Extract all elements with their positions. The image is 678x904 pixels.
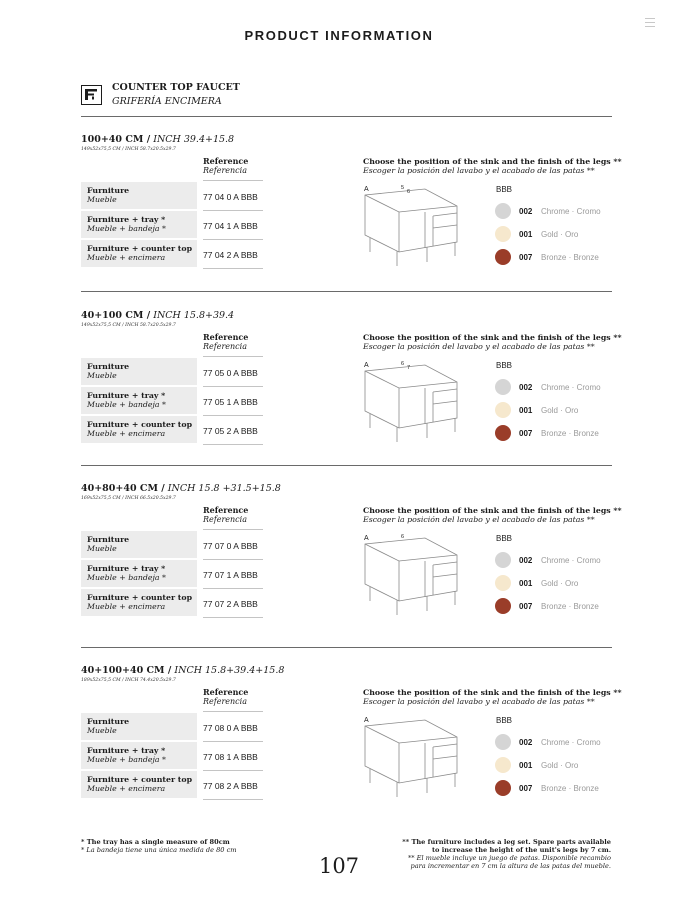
row-label-es: Mueble	[87, 194, 117, 204]
finish-swatch[interactable]	[495, 379, 511, 395]
row-label-es: Mueble + bandeja *	[87, 754, 166, 764]
finish-option[interactable]	[495, 734, 615, 750]
finish-name: Bronze · Bronze	[541, 253, 599, 262]
finish-code-label: BBB	[496, 534, 513, 543]
choose-instructions	[363, 506, 622, 524]
reference-row	[81, 416, 263, 443]
finish-code: 001	[519, 579, 533, 588]
reference-row	[81, 560, 263, 587]
finish-swatch[interactable]	[495, 598, 511, 614]
finish-code-label: BBB	[496, 716, 513, 725]
footnote-legs-en-1: ** The furniture includes a leg set. Spare parts available	[402, 838, 611, 846]
choose-instructions	[363, 688, 622, 706]
section-title-inch: INCH 15.8 +31.5+15.8	[164, 483, 281, 494]
divider	[203, 617, 263, 618]
page-title: PRODUCT INFORMATION	[244, 28, 434, 43]
finish-option[interactable]	[495, 226, 615, 242]
row-label	[81, 416, 197, 443]
finish-code: 002	[519, 738, 533, 747]
finish-name: Chrome · Cromo	[541, 207, 601, 216]
finish-swatch[interactable]	[495, 203, 511, 219]
finish-name: Bronze · Bronze	[541, 602, 599, 611]
finish-code: 007	[519, 253, 533, 262]
divider	[81, 116, 612, 117]
finish-code: 007	[519, 784, 533, 793]
finish-option[interactable]	[495, 203, 615, 219]
finish-code: 001	[519, 230, 533, 239]
finish-name: Gold · Oro	[541, 406, 579, 415]
finish-name: Gold · Oro	[541, 579, 579, 588]
divider	[203, 711, 263, 712]
finish-option[interactable]	[495, 249, 615, 265]
finish-name: Chrome · Cromo	[541, 383, 601, 392]
finish-name: Bronze · Bronze	[541, 429, 599, 438]
finish-swatch[interactable]	[495, 226, 511, 242]
finish-code: 001	[519, 406, 533, 415]
divider	[81, 465, 612, 466]
finish-option[interactable]	[495, 575, 615, 591]
reference-code: 77 07 1 A BBB	[203, 570, 258, 580]
finish-name: Bronze · Bronze	[541, 784, 599, 793]
reference-code: 77 04 2 A BBB	[203, 250, 258, 260]
row-label	[81, 742, 197, 769]
row-label-es: Mueble + bandeja *	[87, 223, 166, 233]
reference-code: 77 08 2 A BBB	[203, 781, 258, 791]
product-section	[81, 483, 622, 643]
finish-name: Gold · Oro	[541, 761, 579, 770]
footnote-tray	[81, 838, 237, 854]
section-dimensions: 189x52x75,5 CM / INCH 74.4x20.5x29.7	[81, 678, 176, 683]
row-label	[81, 713, 197, 740]
finish-code: 002	[519, 556, 533, 565]
row-label-es: Mueble + encimera	[87, 252, 166, 262]
row-label	[81, 358, 197, 385]
finish-option[interactable]	[495, 757, 615, 773]
finish-option[interactable]	[495, 552, 615, 568]
reference-row	[81, 771, 263, 798]
section-title	[81, 310, 234, 321]
reference-code: 77 08 1 A BBB	[203, 752, 258, 762]
reference-row	[81, 531, 263, 558]
finish-option[interactable]	[495, 379, 615, 395]
section-dimensions: 169x52x75,5 CM / INCH 66.5x20.5x29.7	[81, 496, 176, 501]
choose-instruction-es: Escoger la posición del lavabo y el acabado de las patas **	[363, 515, 595, 524]
row-label-es: Mueble + bandeja *	[87, 572, 166, 582]
product-title: COUNTER TOP FAUCET	[112, 82, 240, 93]
finish-name: Gold · Oro	[541, 230, 579, 239]
footnote-tray-es: * La bandeja tiene una única medida de 80 cm	[81, 846, 237, 854]
finish-code: 001	[519, 761, 533, 770]
reference-row	[81, 358, 263, 385]
reference-row	[81, 211, 263, 238]
choose-instruction-en: Choose the position of the sink and the finish of the legs **	[363, 506, 622, 515]
sink-position-number: 5	[401, 185, 405, 191]
choose-instructions	[363, 333, 622, 351]
row-label	[81, 211, 197, 238]
footnote-legs-es-1: ** El mueble incluye un juego de patas. Disponible recambio	[407, 854, 611, 862]
reference-row	[81, 713, 263, 740]
row-label-en: Furniture + tray *	[87, 391, 166, 400]
menu-lines-icon[interactable]	[645, 18, 655, 27]
section-title-inch: INCH 15.8+39.4	[150, 310, 235, 321]
referencia-label: Referencia	[203, 166, 247, 175]
finish-name: Chrome · Cromo	[541, 556, 601, 565]
finish-code: 007	[519, 602, 533, 611]
reference-code: 77 05 2 A BBB	[203, 426, 258, 436]
finish-name: Chrome · Cromo	[541, 738, 601, 747]
footnote-legs-es-2: para incrementar en 7 cm la altura de las patas del mueble.	[410, 862, 611, 870]
row-label-en: Furniture + tray *	[87, 215, 166, 224]
row-label-en: Furniture	[87, 535, 130, 544]
finish-code: 002	[519, 207, 533, 216]
section-title-inch: INCH 15.8+39.4+15.8	[171, 665, 285, 676]
position-marker-a: A	[364, 362, 369, 369]
choose-instruction-en: Choose the position of the sink and the finish of the legs **	[363, 333, 622, 342]
position-marker-a: A	[364, 186, 369, 193]
row-label	[81, 240, 197, 267]
furniture-drawing	[361, 182, 471, 272]
finish-code-label: BBB	[496, 185, 513, 194]
section-dimensions: 149x52x75,5 CM / INCH 58.7x20.5x29.7	[81, 323, 176, 328]
reference-label: Reference	[203, 332, 249, 342]
row-label-es: Mueble	[87, 725, 117, 735]
reference-row	[81, 742, 263, 769]
reference-code: 77 04 0 A BBB	[203, 192, 258, 202]
footnote-tray-en: * The tray has a single measure of 80cm	[81, 838, 230, 846]
row-label	[81, 531, 197, 558]
choose-instruction-en: Choose the position of the sink and the finish of the legs **	[363, 688, 622, 697]
choose-instruction-en: Choose the position of the sink and the finish of the legs **	[363, 157, 622, 166]
row-label-en: Furniture + tray *	[87, 746, 166, 755]
reference-label: Reference	[203, 687, 249, 697]
row-label	[81, 589, 197, 616]
divider	[203, 444, 263, 445]
row-label-en: Furniture + counter top	[87, 244, 193, 253]
row-label-es: Mueble + bandeja *	[87, 399, 166, 409]
row-label-es: Mueble + encimera	[87, 601, 166, 611]
product-section	[81, 310, 622, 470]
row-label	[81, 182, 197, 209]
choose-instruction-es: Escoger la posición del lavabo y el acabado de las patas **	[363, 342, 595, 351]
row-label	[81, 771, 197, 798]
sink-position-number: 7	[407, 365, 411, 371]
referencia-label: Referencia	[203, 515, 247, 524]
finish-swatch[interactable]	[495, 425, 511, 441]
divider	[203, 180, 263, 181]
divider	[81, 647, 612, 648]
finish-code: 007	[519, 429, 533, 438]
section-title-cm: 40+100 CM /	[81, 310, 151, 321]
reference-code: 77 05 1 A BBB	[203, 397, 258, 407]
choose-instructions	[363, 157, 622, 175]
reference-label: Reference	[203, 156, 249, 166]
reference-row	[81, 589, 263, 616]
row-label-en: Furniture + counter top	[87, 775, 193, 784]
section-dimensions: 149x52x75,5 CM / INCH 58.7x20.5x29.7	[81, 147, 176, 152]
choose-instruction-es: Escoger la posición del lavabo y el acabado de las patas **	[363, 697, 595, 706]
furniture-drawing	[361, 713, 471, 803]
reference-code: 77 05 0 A BBB	[203, 368, 258, 378]
position-marker-a: A	[364, 717, 369, 724]
row-label-en: Furniture + counter top	[87, 420, 193, 429]
reference-header	[203, 157, 248, 175]
reference-code: 77 04 1 A BBB	[203, 221, 258, 231]
reference-header	[203, 506, 248, 524]
reference-row	[81, 182, 263, 209]
finish-swatch[interactable]	[495, 734, 511, 750]
finish-swatch[interactable]	[495, 552, 511, 568]
position-marker-a: A	[364, 535, 369, 542]
choose-instruction-es: Escoger la posición del lavabo y el acabado de las patas **	[363, 166, 595, 175]
divider	[203, 356, 263, 357]
finish-code: 002	[519, 383, 533, 392]
reference-label: Reference	[203, 505, 249, 515]
product-subtitle: GRIFERÍA ENCIMERA	[112, 96, 222, 107]
sink-position-number: 6	[407, 189, 411, 195]
divider	[203, 268, 263, 269]
finish-code-label: BBB	[496, 361, 513, 370]
row-label-en: Furniture + tray *	[87, 564, 166, 573]
section-title-cm: 40+80+40 CM /	[81, 483, 165, 494]
row-label-es: Mueble	[87, 370, 117, 380]
reference-row	[81, 240, 263, 267]
referencia-label: Referencia	[203, 342, 247, 351]
sink-position-number: 6	[401, 534, 405, 540]
sink-position-number: 6	[401, 361, 405, 367]
row-label-es: Mueble	[87, 543, 117, 553]
finish-swatch[interactable]	[495, 575, 511, 591]
row-label-en: Furniture	[87, 717, 130, 726]
divider	[81, 291, 612, 292]
furniture-drawing	[361, 358, 471, 448]
section-title	[81, 665, 284, 676]
footnote-legs-en-2: to increase the height of the unit's legs by 7 cm.	[431, 846, 611, 854]
reference-row	[81, 387, 263, 414]
row-label-en: Furniture + counter top	[87, 593, 193, 602]
section-title	[81, 134, 234, 145]
product-section	[81, 134, 622, 294]
finish-option[interactable]	[495, 598, 615, 614]
finish-swatch[interactable]	[495, 249, 511, 265]
row-label-es: Mueble + encimera	[87, 428, 166, 438]
finish-option[interactable]	[495, 780, 615, 796]
row-label	[81, 560, 197, 587]
row-label-es: Mueble + encimera	[87, 783, 166, 793]
section-title-inch: INCH 39.4+15.8	[150, 134, 235, 145]
reference-header	[203, 688, 248, 706]
furniture-drawing	[361, 531, 471, 621]
row-label	[81, 387, 197, 414]
referencia-label: Referencia	[203, 697, 247, 706]
finish-option[interactable]	[495, 425, 615, 441]
section-title-cm: 40+100+40 CM /	[81, 665, 172, 676]
page-number: 107	[318, 854, 360, 878]
product-section	[81, 665, 622, 825]
section-title	[81, 483, 281, 494]
divider	[203, 799, 263, 800]
reference-code: 77 07 0 A BBB	[203, 541, 258, 551]
row-label-en: Furniture	[87, 186, 130, 195]
finish-option[interactable]	[495, 402, 615, 418]
row-label-en: Furniture	[87, 362, 130, 371]
reference-header	[203, 333, 248, 351]
reference-code: 77 08 0 A BBB	[203, 723, 258, 733]
finish-swatch[interactable]	[495, 402, 511, 418]
faucet-logo-icon	[81, 85, 102, 105]
reference-code: 77 07 2 A BBB	[203, 599, 258, 609]
section-title-cm: 100+40 CM /	[81, 134, 151, 145]
finish-swatch[interactable]	[495, 757, 511, 773]
divider	[203, 529, 263, 530]
finish-swatch[interactable]	[495, 780, 511, 796]
